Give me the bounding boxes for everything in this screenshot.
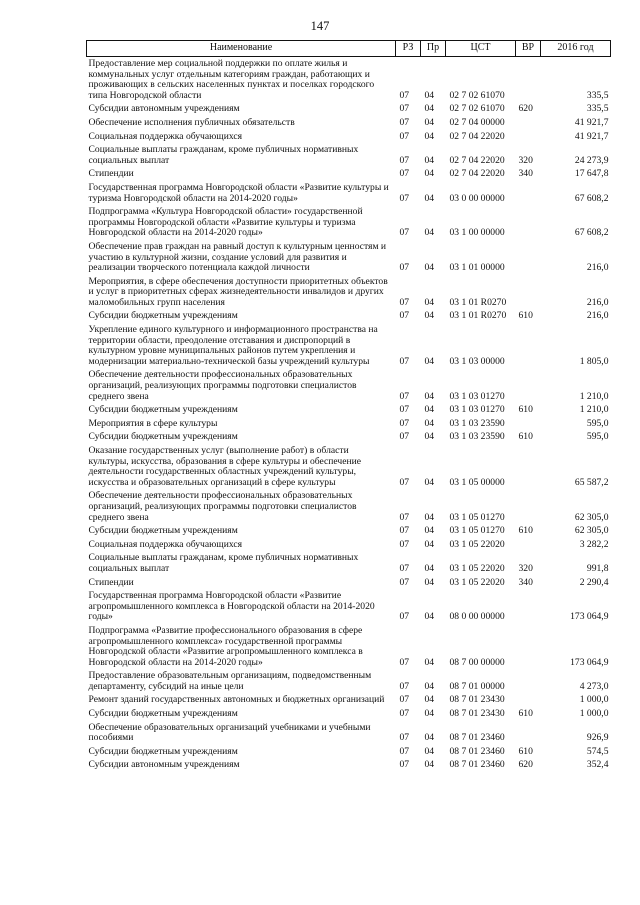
table-row bbox=[87, 576, 611, 590]
cell-vr bbox=[516, 669, 541, 693]
cell-pr: 04 bbox=[424, 694, 435, 706]
cell-name: Обеспечение исполнения публичных обязательств bbox=[88, 116, 295, 128]
cell-amount: 2 290,4 bbox=[579, 576, 609, 588]
cell-rz: 07 bbox=[399, 103, 410, 115]
cell-name: Предоставление образовательным организациям, подведомственным департаменту, субсидий на иные цели bbox=[88, 670, 372, 692]
cell-name: Предоставление мер социальной поддержки по оплате жилья и коммунальных услуг отдельным категориям граждан, работающих и проживающих в сельских населенных пунктах и поселках городского типа Новгородской области bbox=[88, 58, 375, 101]
cell-name: Социальные выплаты гражданам, кроме публичных нормативных социальных выплат bbox=[88, 552, 359, 574]
cell-pr: 04 bbox=[424, 89, 435, 101]
cell-rz: 07 bbox=[399, 404, 410, 416]
cell-vr bbox=[516, 57, 541, 103]
cell-name: Подпрограмма «Культура Новгородской области» государственной программы Новгородской области «Развитие культуры и туризма Новгородской области на 2014-2020 годы» bbox=[88, 206, 363, 239]
cell-amount: 4 273,0 bbox=[579, 680, 609, 692]
cell-pr: 04 bbox=[424, 708, 435, 720]
cell-amount: 65 587,2 bbox=[574, 476, 609, 488]
header-vr: ВР bbox=[516, 41, 541, 57]
cell-cst: 03 1 05 22020 bbox=[449, 538, 505, 550]
cell-vr: 320 bbox=[518, 562, 533, 574]
cell-amount: 41 921,7 bbox=[574, 130, 609, 142]
cell-pr: 04 bbox=[424, 262, 435, 274]
cell-cst: 02 7 02 61070 bbox=[449, 103, 505, 115]
cell-rz: 07 bbox=[399, 576, 410, 588]
cell-name: Подпрограмма «Развитие профессионального образования в сфере агропромышленного комплекса» государственной программы Новгородской области «Развитие агропромышленного комплекса в Новгородской области на 2014-2020 годы» bbox=[88, 624, 363, 668]
cell-rz: 07 bbox=[399, 680, 410, 692]
cell-cst: 02 7 02 61070 bbox=[449, 89, 505, 101]
cell-vr bbox=[516, 130, 541, 144]
cell-amount: 926,9 bbox=[586, 732, 609, 744]
cell-cst: 03 1 01 00000 bbox=[449, 262, 505, 274]
cell-cst: 03 1 05 22020 bbox=[449, 562, 505, 574]
cell-name: Укрепление единого культурного и информационного пространства на территории области, преодоление отставания и диспропорций в культурном уровне муниципальных районов путем укрепления и модернизации материально-технической базы учреждений культуры bbox=[88, 324, 378, 367]
cell-name: Обеспечение прав граждан на равный доступ к культурным ценностям и участию в культурной жизни, создание условий для развития и реализации творческого потенциала каждой личности bbox=[88, 240, 387, 274]
cell-rz: 07 bbox=[399, 89, 410, 101]
cell-amount: 574,5 bbox=[586, 745, 609, 757]
cell-rz: 07 bbox=[399, 431, 410, 443]
cell-name: Мероприятия в сфере культуры bbox=[88, 417, 218, 429]
cell-rz: 07 bbox=[399, 694, 410, 706]
cell-vr: 610 bbox=[518, 310, 533, 322]
table-row bbox=[87, 57, 611, 103]
cell-vr bbox=[516, 181, 541, 205]
cell-rz: 07 bbox=[399, 310, 410, 322]
cell-cst: 03 1 01 R0270 bbox=[449, 296, 507, 308]
cell-name: Субсидии бюджетным учреждениям bbox=[88, 525, 238, 537]
cell-rz: 07 bbox=[399, 227, 410, 239]
cell-rz: 07 bbox=[399, 562, 410, 574]
table-row bbox=[87, 524, 611, 538]
cell-cst: 08 0 00 00000 bbox=[449, 611, 505, 623]
cell-amount: 173 064,9 bbox=[570, 656, 609, 668]
cell-amount: 595,0 bbox=[586, 417, 609, 429]
cell-cst: 03 1 05 01270 bbox=[449, 525, 505, 537]
table-row bbox=[87, 240, 611, 275]
cell-pr: 04 bbox=[424, 390, 435, 402]
cell-cst: 02 7 04 22020 bbox=[449, 154, 505, 166]
header-year: 2016 год bbox=[541, 41, 611, 57]
header-cst: ЦСТ bbox=[446, 41, 516, 57]
cell-name: Субсидии автономным учреждениям bbox=[88, 103, 240, 115]
cell-pr: 04 bbox=[424, 538, 435, 550]
cell-rz: 07 bbox=[399, 154, 410, 166]
cell-vr: 610 bbox=[518, 525, 533, 537]
cell-pr: 04 bbox=[424, 227, 435, 239]
cell-pr: 04 bbox=[424, 576, 435, 588]
cell-amount: 24 273,9 bbox=[574, 154, 609, 166]
cell-amount: 1 805,0 bbox=[579, 355, 609, 367]
table-row bbox=[87, 205, 611, 240]
cell-name: Государственная программа Новгородской области «Развитие агропромышленного комплекса в Новгородской области на 2014-2020 годы» bbox=[88, 590, 375, 623]
table-row bbox=[87, 589, 611, 624]
cell-pr: 04 bbox=[424, 355, 435, 367]
cell-vr: 320 bbox=[518, 154, 533, 166]
table-row bbox=[87, 538, 611, 552]
cell-amount: 335,5 bbox=[586, 103, 609, 115]
cell-vr bbox=[516, 275, 541, 310]
cell-cst: 03 1 05 00000 bbox=[449, 476, 505, 488]
table-header bbox=[87, 41, 611, 57]
cell-cst: 02 7 04 22020 bbox=[449, 168, 505, 180]
cell-cst: 03 1 03 00000 bbox=[449, 355, 505, 367]
cell-pr: 04 bbox=[424, 130, 435, 142]
cell-vr bbox=[516, 489, 541, 524]
cell-name: Субсидии бюджетным учреждениям bbox=[88, 745, 238, 757]
cell-amount: 41 921,7 bbox=[574, 116, 609, 128]
cell-pr: 04 bbox=[424, 525, 435, 537]
cell-amount: 595,0 bbox=[586, 431, 609, 443]
table-row bbox=[87, 693, 611, 707]
table-row bbox=[87, 275, 611, 310]
table-row bbox=[87, 130, 611, 144]
table-row bbox=[87, 489, 611, 524]
cell-vr: 610 bbox=[518, 708, 533, 720]
cell-amount: 62 305,0 bbox=[574, 525, 609, 537]
cell-pr: 04 bbox=[424, 745, 435, 757]
cell-name: Субсидии автономным учреждениям bbox=[88, 759, 240, 771]
cell-amount: 216,0 bbox=[586, 310, 609, 322]
cell-amount: 1 000,0 bbox=[579, 694, 609, 706]
table-row bbox=[87, 309, 611, 323]
cell-name: Обеспечение деятельности профессиональных образовательных организаций, реализующих программы подготовки специалистов среднего звена bbox=[88, 369, 357, 402]
table-row bbox=[87, 102, 611, 116]
cell-name: Ремонт зданий государственных автономных и бюджетных организаций bbox=[88, 694, 385, 706]
table-row bbox=[87, 624, 611, 669]
cell-vr bbox=[516, 538, 541, 552]
cell-name: Субсидии бюджетным учреждениям bbox=[88, 310, 238, 322]
cell-vr bbox=[516, 116, 541, 130]
cell-amount: 1 000,0 bbox=[579, 708, 609, 720]
cell-rz: 07 bbox=[399, 656, 410, 668]
cell-vr: 620 bbox=[518, 103, 533, 115]
cell-rz: 07 bbox=[399, 130, 410, 142]
cell-cst: 02 7 04 22020 bbox=[449, 130, 505, 142]
cell-cst: 03 1 01 R0270 bbox=[449, 310, 507, 322]
header-pr: Пр bbox=[421, 41, 446, 57]
cell-rz: 07 bbox=[399, 116, 410, 128]
cell-pr: 04 bbox=[424, 680, 435, 692]
cell-cst: 03 1 03 01270 bbox=[449, 390, 505, 402]
cell-cst: 08 7 01 23430 bbox=[449, 694, 505, 706]
cell-amount: 352,4 bbox=[586, 759, 609, 771]
cell-amount: 216,0 bbox=[586, 262, 609, 274]
cell-rz: 07 bbox=[399, 192, 410, 204]
table-row bbox=[87, 444, 611, 489]
cell-pr: 04 bbox=[424, 431, 435, 443]
table-row bbox=[87, 430, 611, 444]
cell-vr bbox=[516, 624, 541, 669]
header-rz: РЗ bbox=[396, 41, 421, 57]
cell-vr: 620 bbox=[518, 759, 533, 771]
cell-name: Социальная поддержка обучающихся bbox=[88, 538, 243, 550]
cell-cst: 03 1 00 00000 bbox=[449, 227, 505, 239]
cell-name: Социальные выплаты гражданам, кроме публичных нормативных социальных выплат bbox=[88, 144, 359, 166]
cell-vr bbox=[516, 205, 541, 240]
cell-cst: 08 7 01 23430 bbox=[449, 708, 505, 720]
cell-pr: 04 bbox=[424, 476, 435, 488]
table-row bbox=[87, 143, 611, 167]
cell-pr: 04 bbox=[424, 103, 435, 115]
cell-amount: 991,8 bbox=[586, 562, 609, 574]
table-body bbox=[87, 57, 611, 773]
cell-cst: 03 1 03 23590 bbox=[449, 417, 505, 429]
cell-pr: 04 bbox=[424, 296, 435, 308]
cell-rz: 07 bbox=[399, 476, 410, 488]
cell-pr: 04 bbox=[424, 116, 435, 128]
cell-vr bbox=[516, 417, 541, 431]
cell-cst: 03 1 05 01270 bbox=[449, 511, 505, 523]
cell-name: Стипендии bbox=[88, 168, 134, 180]
cell-vr: 610 bbox=[518, 745, 533, 757]
table-row bbox=[87, 669, 611, 693]
cell-name: Субсидии бюджетным учреждениям bbox=[88, 404, 238, 416]
cell-pr: 04 bbox=[424, 192, 435, 204]
cell-rz: 07 bbox=[399, 417, 410, 429]
cell-amount: 67 608,2 bbox=[574, 227, 609, 239]
cell-amount: 1 210,0 bbox=[579, 390, 609, 402]
table-row bbox=[87, 403, 611, 417]
cell-pr: 04 bbox=[424, 562, 435, 574]
cell-pr: 04 bbox=[424, 310, 435, 322]
cell-amount: 335,5 bbox=[586, 89, 609, 101]
cell-pr: 04 bbox=[424, 732, 435, 744]
cell-vr: 610 bbox=[518, 431, 533, 443]
cell-cst: 03 0 00 00000 bbox=[449, 192, 505, 204]
table-row bbox=[87, 368, 611, 403]
cell-name: Стипендии bbox=[88, 576, 134, 588]
cell-amount: 216,0 bbox=[586, 296, 609, 308]
cell-vr bbox=[516, 323, 541, 368]
cell-name: Социальная поддержка обучающихся bbox=[88, 130, 243, 142]
cell-vr bbox=[516, 444, 541, 489]
table-row bbox=[87, 758, 611, 772]
cell-vr: 340 bbox=[518, 168, 533, 180]
cell-rz: 07 bbox=[399, 511, 410, 523]
table-row bbox=[87, 323, 611, 368]
cell-rz: 07 bbox=[399, 168, 410, 180]
cell-name: Субсидии бюджетным учреждениям bbox=[88, 431, 238, 443]
cell-rz: 07 bbox=[399, 355, 410, 367]
cell-name: Обеспечение образовательных организаций учебниками и учебными пособиями bbox=[88, 721, 371, 744]
cell-vr bbox=[516, 368, 541, 403]
cell-vr: 340 bbox=[518, 576, 533, 588]
cell-name: Мероприятия, в сфере обеспечения доступности приоритетных объектов и услуг в приоритетных сферах жизнедеятельности инвалидов и других маломобильных групп населения bbox=[88, 275, 388, 308]
cell-rz: 07 bbox=[399, 390, 410, 402]
cell-cst: 08 7 01 00000 bbox=[449, 680, 505, 692]
page-number: 147 bbox=[310, 19, 330, 33]
cell-vr: 610 bbox=[518, 404, 533, 416]
cell-cst: 03 1 05 22020 bbox=[449, 576, 505, 588]
cell-amount: 3 282,2 bbox=[579, 538, 609, 550]
cell-rz: 07 bbox=[399, 745, 410, 757]
cell-rz: 07 bbox=[399, 732, 410, 744]
cell-amount: 1 210,0 bbox=[579, 404, 609, 416]
cell-pr: 04 bbox=[424, 656, 435, 668]
cell-name: Государственная программа Новгородской области «Развитие культуры и туризма Новгородской области на 2014-2020 годы» bbox=[88, 181, 389, 204]
cell-cst: 08 7 01 23460 bbox=[449, 759, 505, 771]
cell-cst: 03 1 03 01270 bbox=[449, 404, 505, 416]
table-row bbox=[87, 181, 611, 205]
cell-cst: 08 7 01 23460 bbox=[449, 745, 505, 757]
table-row bbox=[87, 745, 611, 759]
cell-pr: 04 bbox=[424, 168, 435, 180]
cell-name: Обеспечение деятельности профессиональных образовательных организаций, реализующих программы подготовки специалистов среднего звена bbox=[88, 490, 357, 523]
budget-table bbox=[86, 40, 611, 772]
table-row bbox=[87, 417, 611, 431]
cell-pr: 04 bbox=[424, 511, 435, 523]
cell-cst: 02 7 04 00000 bbox=[449, 116, 505, 128]
cell-pr: 04 bbox=[424, 417, 435, 429]
cell-rz: 07 bbox=[399, 759, 410, 771]
cell-rz: 07 bbox=[399, 262, 410, 274]
table-row bbox=[87, 721, 611, 745]
cell-name: Субсидии бюджетным учреждениям bbox=[88, 708, 238, 720]
cell-cst: 08 7 01 23460 bbox=[449, 732, 505, 744]
cell-pr: 04 bbox=[424, 759, 435, 771]
cell-pr: 04 bbox=[424, 154, 435, 166]
cell-amount: 17 647,8 bbox=[574, 168, 609, 180]
cell-pr: 04 bbox=[424, 611, 435, 623]
cell-vr bbox=[516, 240, 541, 275]
table-row bbox=[87, 707, 611, 721]
cell-name: Оказание государственных услуг (выполнение работ) в области культуры, искусства, образования в сфере культуры и обеспечение деятельности государственных областных учреждений культуры, искусства и образовательных организаций в сфере культуры bbox=[88, 445, 362, 488]
cell-rz: 07 bbox=[399, 525, 410, 537]
table-row bbox=[87, 551, 611, 575]
cell-vr bbox=[516, 721, 541, 745]
cell-rz: 07 bbox=[399, 611, 410, 623]
table-row bbox=[87, 116, 611, 130]
cell-vr bbox=[516, 693, 541, 707]
cell-amount: 62 305,0 bbox=[574, 511, 609, 523]
cell-cst: 08 7 00 00000 bbox=[449, 656, 505, 668]
cell-rz: 07 bbox=[399, 296, 410, 308]
cell-vr bbox=[516, 589, 541, 624]
cell-pr: 04 bbox=[424, 404, 435, 416]
header-name: Наименование bbox=[87, 41, 396, 57]
cell-amount: 67 608,2 bbox=[574, 192, 609, 204]
cell-cst: 03 1 03 23590 bbox=[449, 431, 505, 443]
cell-rz: 07 bbox=[399, 538, 410, 550]
table-row bbox=[87, 167, 611, 181]
cell-amount: 173 064,9 bbox=[570, 611, 609, 623]
cell-rz: 07 bbox=[399, 708, 410, 720]
